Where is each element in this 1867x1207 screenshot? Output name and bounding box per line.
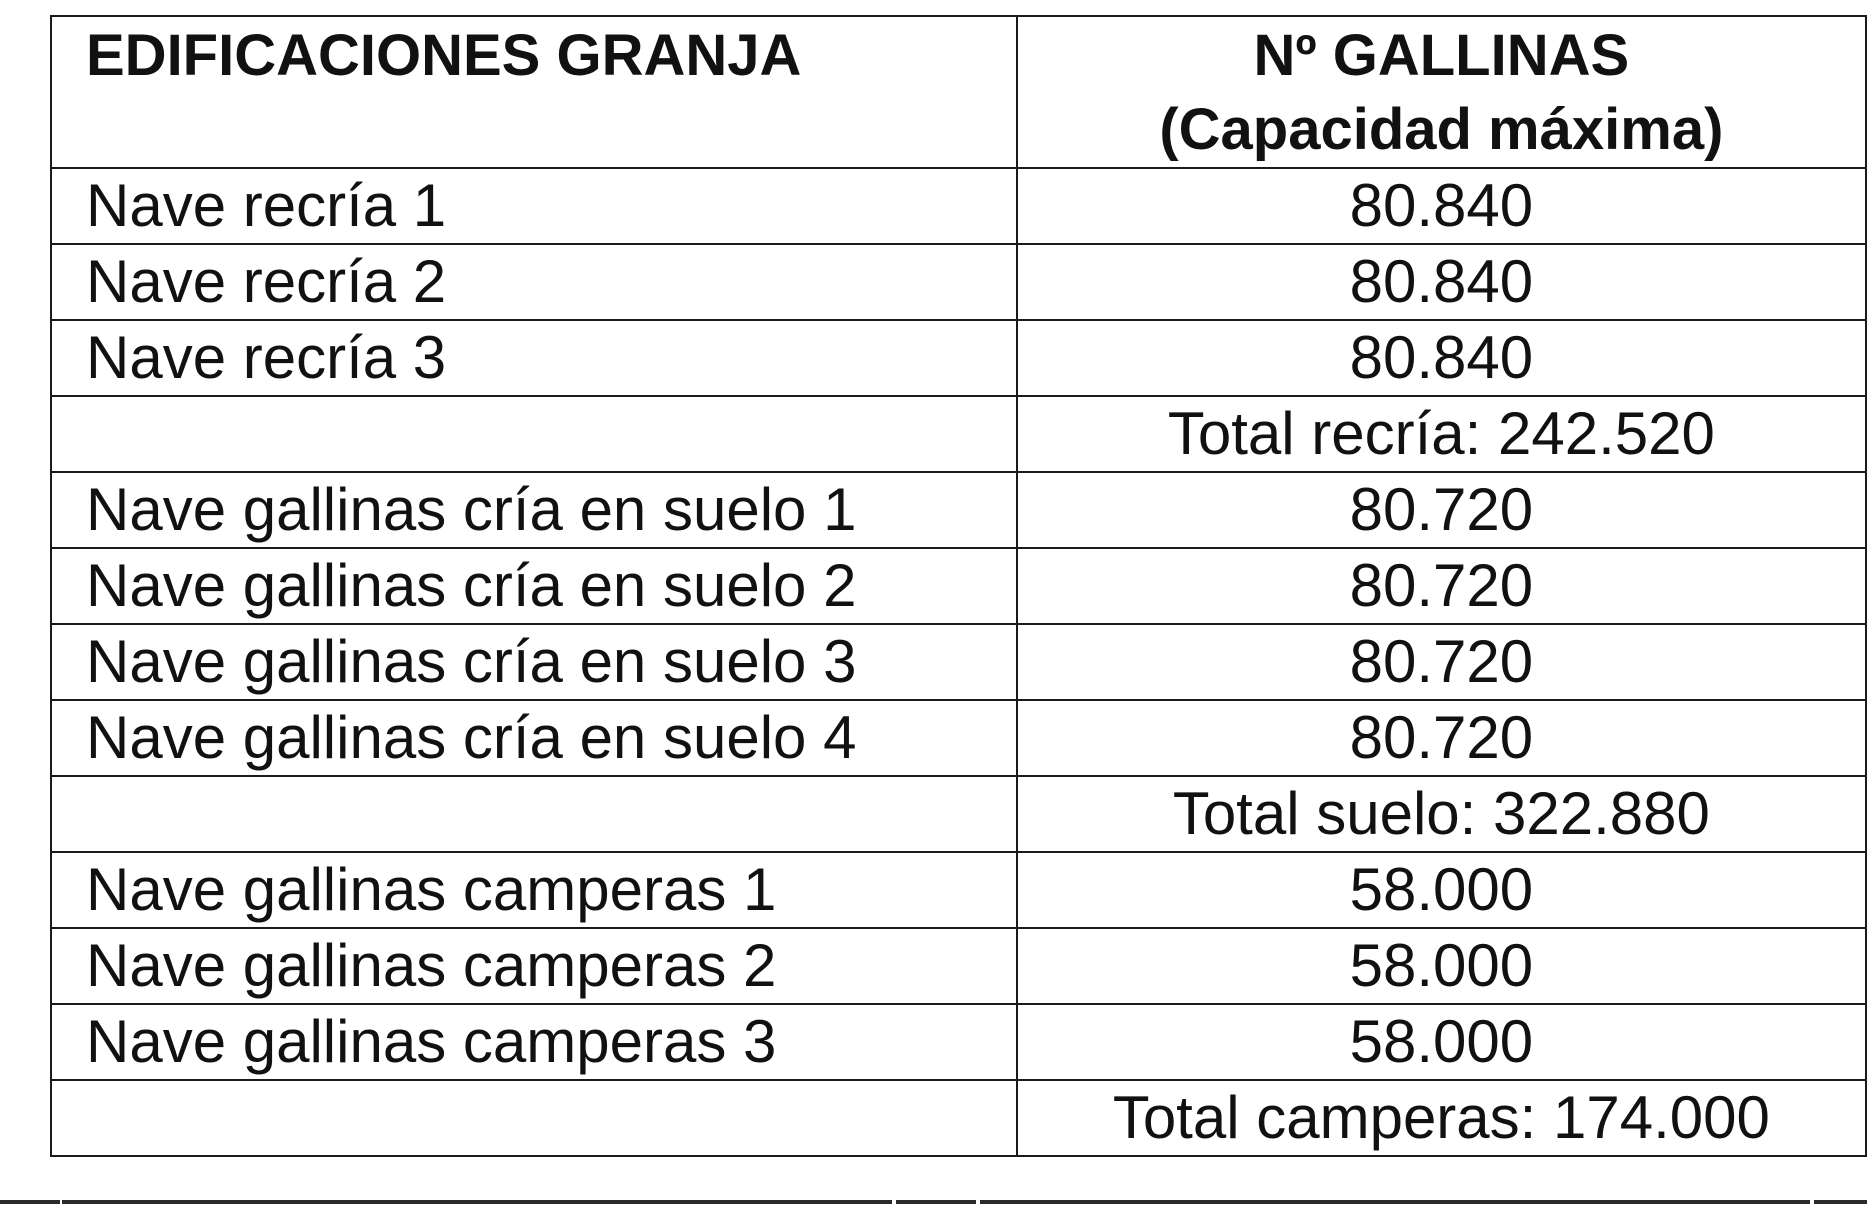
building-cell: Nave gallinas cría en suelo 2 bbox=[51, 548, 1017, 624]
capacity-cell: 58.000 bbox=[1017, 1004, 1866, 1080]
table-row bbox=[51, 168, 1866, 244]
capacity-cell: 58.000 bbox=[1017, 852, 1866, 928]
table-row bbox=[51, 472, 1866, 548]
table-row bbox=[51, 624, 1866, 700]
building-header-label: EDIFICACIONES GRANJA bbox=[86, 23, 802, 88]
capacity-cell: 80.840 bbox=[1017, 244, 1866, 320]
capacity-column-header bbox=[1017, 16, 1866, 168]
capacity-cell: 58.000 bbox=[1017, 928, 1866, 1004]
table-row bbox=[51, 244, 1866, 320]
building-cell: Nave gallinas camperas 2 bbox=[51, 928, 1017, 1004]
subtotal-cell: Total camperas: 174.000 bbox=[1017, 1080, 1866, 1156]
building-cell: Nave recría 1 bbox=[51, 168, 1017, 244]
building-cell: Nave gallinas cría en suelo 3 bbox=[51, 624, 1017, 700]
subtotal-row bbox=[51, 396, 1866, 472]
capacity-cell: 80.720 bbox=[1017, 548, 1866, 624]
subtotal-cell: Total recría: 242.520 bbox=[1017, 396, 1866, 472]
capacity-cell: 80.720 bbox=[1017, 472, 1866, 548]
page-divider bbox=[0, 1200, 60, 1204]
capacity-header-label: Nº GALLINAS bbox=[1253, 23, 1630, 88]
building-cell bbox=[51, 396, 1017, 472]
table-row bbox=[51, 928, 1866, 1004]
table-row bbox=[51, 852, 1866, 928]
building-cell: Nave recría 3 bbox=[51, 320, 1017, 396]
page-divider bbox=[980, 1200, 1810, 1204]
building-cell: Nave gallinas camperas 1 bbox=[51, 852, 1017, 928]
capacity-header-sublabel: (Capacidad máxima) bbox=[1159, 97, 1724, 162]
header-row bbox=[51, 16, 1866, 168]
table-body bbox=[51, 168, 1866, 1156]
page-divider bbox=[62, 1200, 892, 1204]
capacity-cell: 80.720 bbox=[1017, 624, 1866, 700]
capacity-cell: 80.840 bbox=[1017, 320, 1866, 396]
table-row bbox=[51, 320, 1866, 396]
capacity-cell: 80.720 bbox=[1017, 700, 1866, 776]
subtotal-cell: Total suelo: 322.880 bbox=[1017, 776, 1866, 852]
table-row bbox=[51, 700, 1866, 776]
building-cell: Nave gallinas cría en suelo 4 bbox=[51, 700, 1017, 776]
building-column-header bbox=[51, 16, 1017, 168]
page-divider bbox=[896, 1200, 976, 1204]
farm-capacity-table bbox=[50, 15, 1867, 1157]
building-cell bbox=[51, 1080, 1017, 1156]
subtotal-row bbox=[51, 1080, 1866, 1156]
table-header bbox=[51, 16, 1866, 168]
table-row bbox=[51, 548, 1866, 624]
building-cell: Nave recría 2 bbox=[51, 244, 1017, 320]
capacity-cell: 80.840 bbox=[1017, 168, 1866, 244]
building-cell: Nave gallinas camperas 3 bbox=[51, 1004, 1017, 1080]
page-divider bbox=[1814, 1200, 1867, 1204]
building-cell: Nave gallinas cría en suelo 1 bbox=[51, 472, 1017, 548]
building-cell bbox=[51, 776, 1017, 852]
subtotal-row bbox=[51, 776, 1866, 852]
table-row bbox=[51, 1004, 1866, 1080]
